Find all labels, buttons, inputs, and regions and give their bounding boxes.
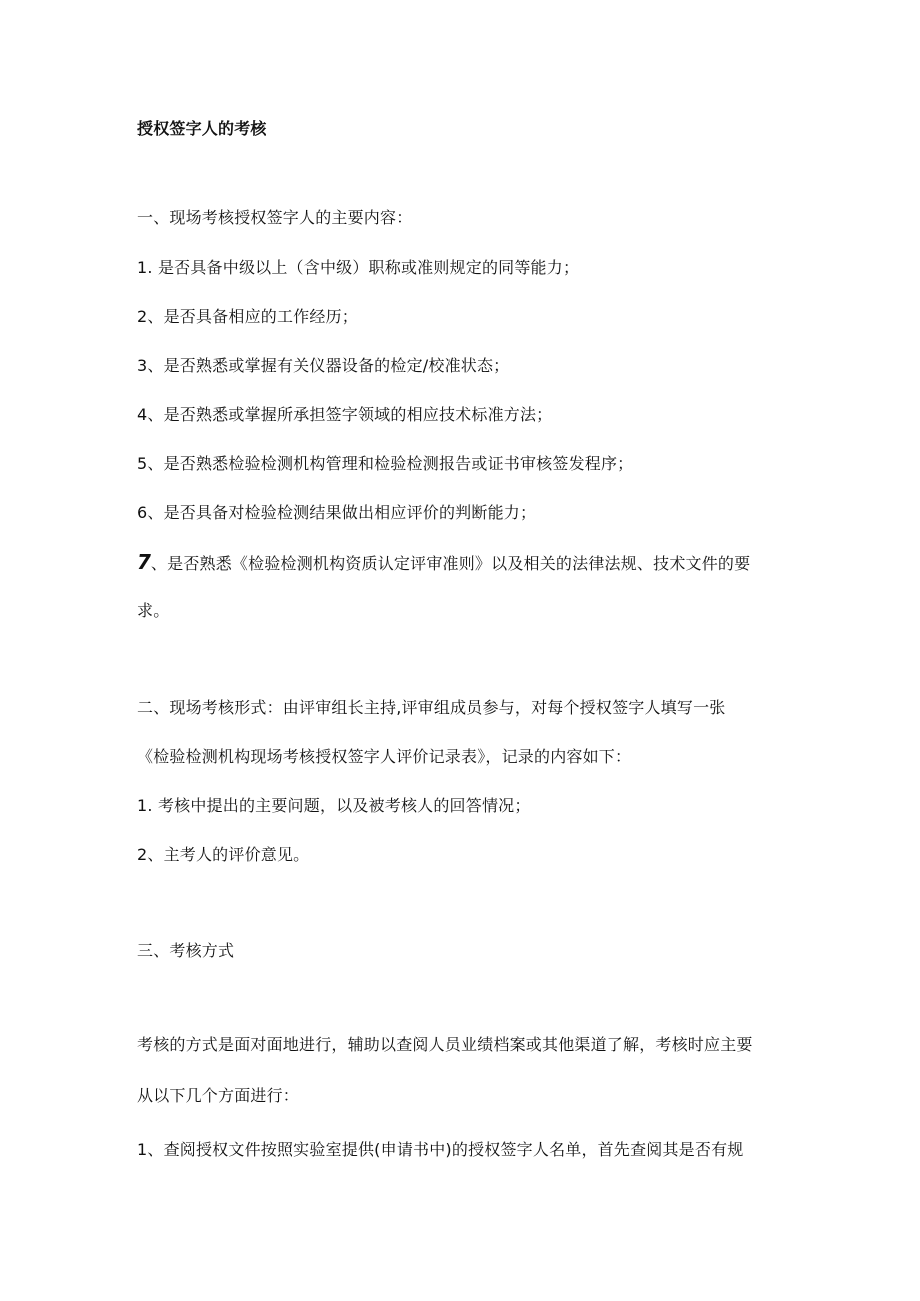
section-2-line-1: 二、现场考核形式：由评审组长主持,评审组成员参与，对每个授权签字人填写一张 (137, 698, 726, 717)
section-3-paragraph-line-1: 考核的方式是面对面地进行，辅助以查阅人员业绩档案或其他渠道了解，考核时应主要 (137, 1035, 753, 1054)
section-1-heading: 一、现场考核授权签字人的主要内容： (137, 208, 413, 227)
section-3-item-1: 1、查阅授权文件按照实验室提供(申请书中)的授权签字人名单，首先查阅其是否有规 (137, 1140, 744, 1159)
section-1-item-4: 4、是否熟悉或掌握所承担签字领域的相应技术标准方法； (137, 405, 553, 424)
section-3-heading: 三、考核方式 (137, 941, 235, 960)
section-2-item-1: 1. 考核中提出的主要问题，以及被考核人的回答情况； (137, 796, 531, 815)
section-1-item-5: 5、是否熟悉检验检测机构管理和检验检测报告或证书审核签发程序； (137, 454, 634, 473)
section-2-line-2: 《检验检测机构现场考核授权签字人评价记录表》，记录的内容如下： (137, 747, 632, 766)
section-1-item-2: 2、是否具备相应的工作经历； (137, 307, 358, 326)
section-2-item-2: 2、主考人的评价意见。 (137, 845, 310, 864)
item-7-number: 7 (137, 550, 151, 574)
section-3-paragraph-line-2: 从以下几个方面进行： (137, 1086, 300, 1105)
section-1-item-3: 3、是否熟悉或掌握有关仪器设备的检定/校准状态； (137, 356, 510, 375)
section-1-item-7-continued: 求。 (137, 601, 170, 620)
item-7-text: 、是否熟悉《检验检测机构资质认定评审准则》以及相关的法律法规、技术文件的要 (150, 554, 751, 573)
section-1-item-1: 1. 是否具备中级以上（含中级）职称或准则规定的同等能力； (137, 258, 580, 277)
section-1-item-7 (137, 551, 797, 575)
section-1-item-6: 6、是否具备对检验检测结果做出相应评价的判断能力； (137, 503, 537, 522)
document-title: 授权签字人的考核 (137, 119, 267, 138)
